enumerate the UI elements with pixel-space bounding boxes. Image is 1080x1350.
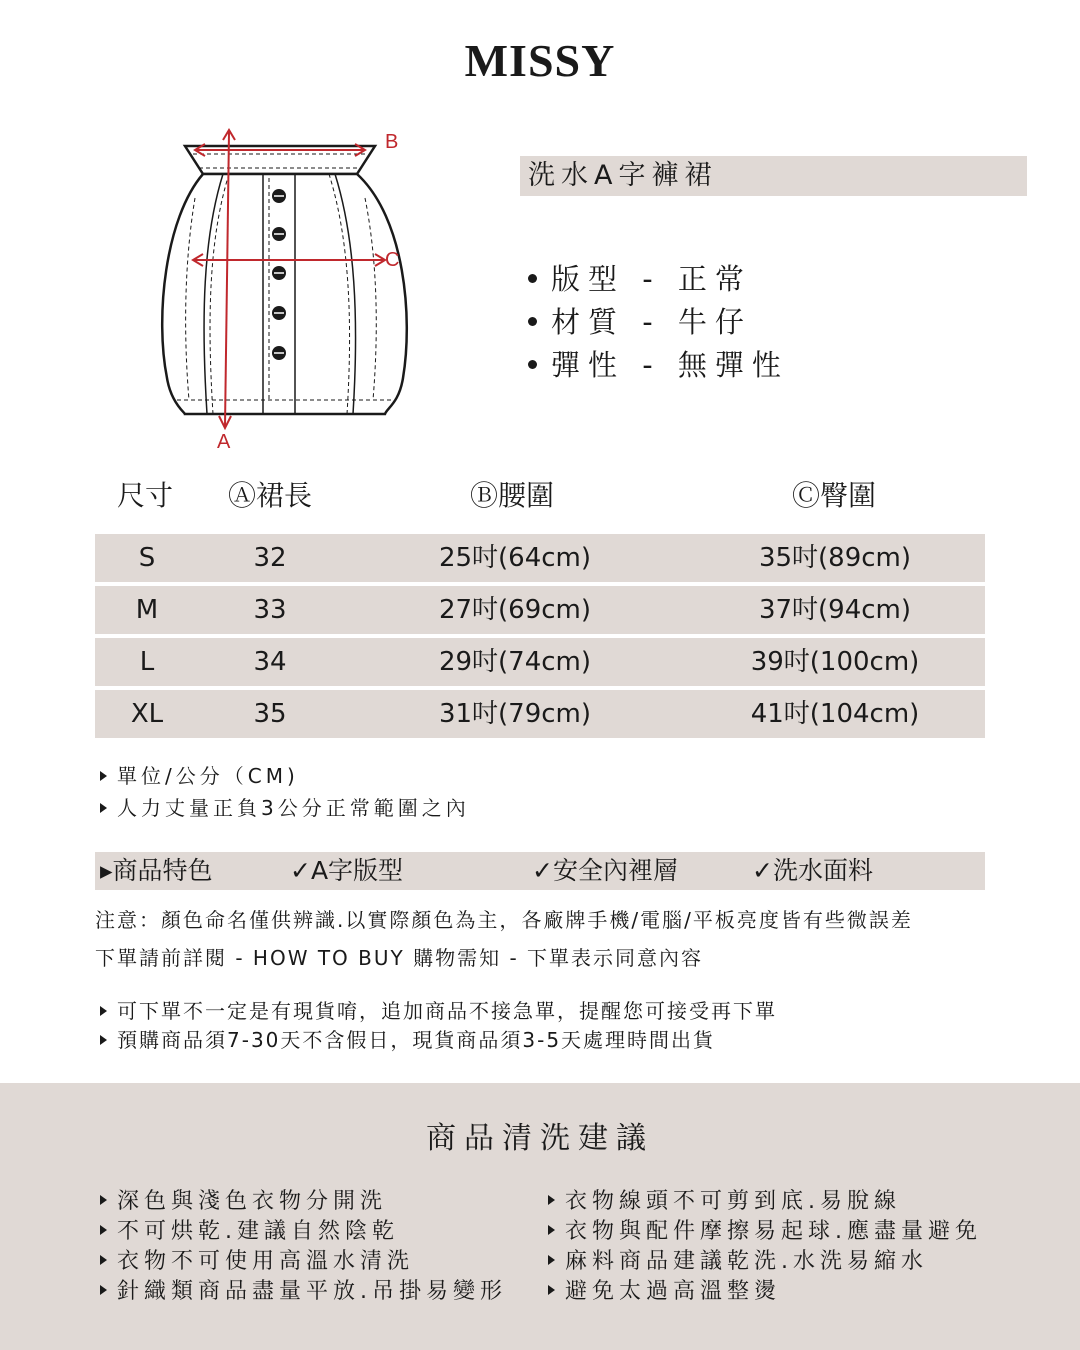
triangle-bullet-icon [100,1195,107,1205]
list-item: 深色與淺色衣物分開洗 [100,1187,507,1217]
table-row: M 33 27吋(69cm) 37吋(94cm) [95,586,985,634]
attribute-item: 彈性 - 無彈性 [528,344,789,387]
care-list-right [548,1187,982,1307]
bullet-icon [528,360,537,369]
attribute-item: 材質 - 牛仔 [528,301,789,344]
feature-item: ✓A字版型 [290,856,404,885]
bullet-icon [528,274,537,283]
feature-item: ✓洗水面料 [752,856,873,885]
triangle-bullet-icon [548,1225,555,1235]
header-length: Ⓐ裙長 [228,479,313,512]
attribute-item: 版型 - 正常 [528,258,789,301]
table-row: XL 35 31吋(79cm) 41吋(104cm) [95,690,985,738]
triangle-bullet-icon [100,1225,107,1235]
care-list-left [100,1187,507,1307]
list-item: 衣物不可使用高溫水清洗 [100,1247,507,1277]
triangle-bullet-icon [100,1255,107,1265]
care-section [0,1083,1080,1350]
triangle-bullet-icon [548,1195,555,1205]
list-item: 麻料商品建議乾洗.水洗易縮水 [548,1247,982,1277]
product-attributes [528,258,789,387]
list-item: 針織類商品盡量平放.吊掛易變形 [100,1277,507,1307]
care-title: 商品清洗建議 [426,1121,654,1156]
label-b: B [385,131,399,153]
list-item: 人力丈量正負3公分正常範圍之內 [100,792,470,824]
notice-text [95,901,913,977]
list-item: 避免太過高溫整燙 [548,1277,982,1307]
list-item: 預購商品須7-30天不含假日，現貨商品須3-5天處理時間出貨 [100,1026,777,1055]
skirt-measurement-diagram [155,118,415,458]
features-title: ▸商品特色 [100,856,213,885]
triangle-bullet-icon [548,1285,555,1295]
label-c: C [385,249,400,271]
bullet-icon [528,317,537,326]
triangle-bullet-icon [100,1035,107,1045]
size-table-header [0,474,1080,514]
list-item: 可下單不一定是有現貨唷，追加商品不接急單，提醒您可接受再下單 [100,997,777,1026]
triangle-bullet-icon [100,1006,107,1016]
list-item: 不可烘乾.建議自然陰乾 [100,1217,507,1247]
triangle-bullet-icon [100,1285,107,1295]
triangle-bullet-icon [100,771,107,781]
notice-line: 注意：顏色命名僅供辨識.以實際顏色為主，各廠牌手機/電腦/平板亮度皆有些微誤差 [95,908,913,932]
list-item: 單位/公分（CM) [100,760,470,792]
table-row: S 32 25吋(64cm) 35吋(89cm) [95,534,985,582]
header-size: 尺寸 [117,479,174,512]
product-name: 洗水A字褲裙 [520,156,1027,196]
size-table [95,534,985,742]
brand-logo: MISSY [464,35,616,86]
order-notes [100,997,777,1055]
list-item: 衣物與配件摩擦易起球.應盡量避免 [548,1217,982,1247]
triangle-bullet-icon [100,803,107,813]
feature-item: ✓安全內裡層 [532,856,678,885]
list-item: 衣物線頭不可剪到底.易脫線 [548,1187,982,1217]
measure-notes [100,760,470,824]
product-features [95,852,985,890]
notice-line: 下單請前詳閱 - HOW TO BUY 購物需知 - 下單表示同意內容 [95,946,704,970]
table-row: L 34 29吋(74cm) 39吋(100cm) [95,638,985,686]
header-hip: Ⓒ臀圍 [792,479,877,512]
label-a: A [217,431,231,453]
triangle-bullet-icon [548,1255,555,1265]
header-waist: Ⓑ腰圍 [470,479,555,512]
